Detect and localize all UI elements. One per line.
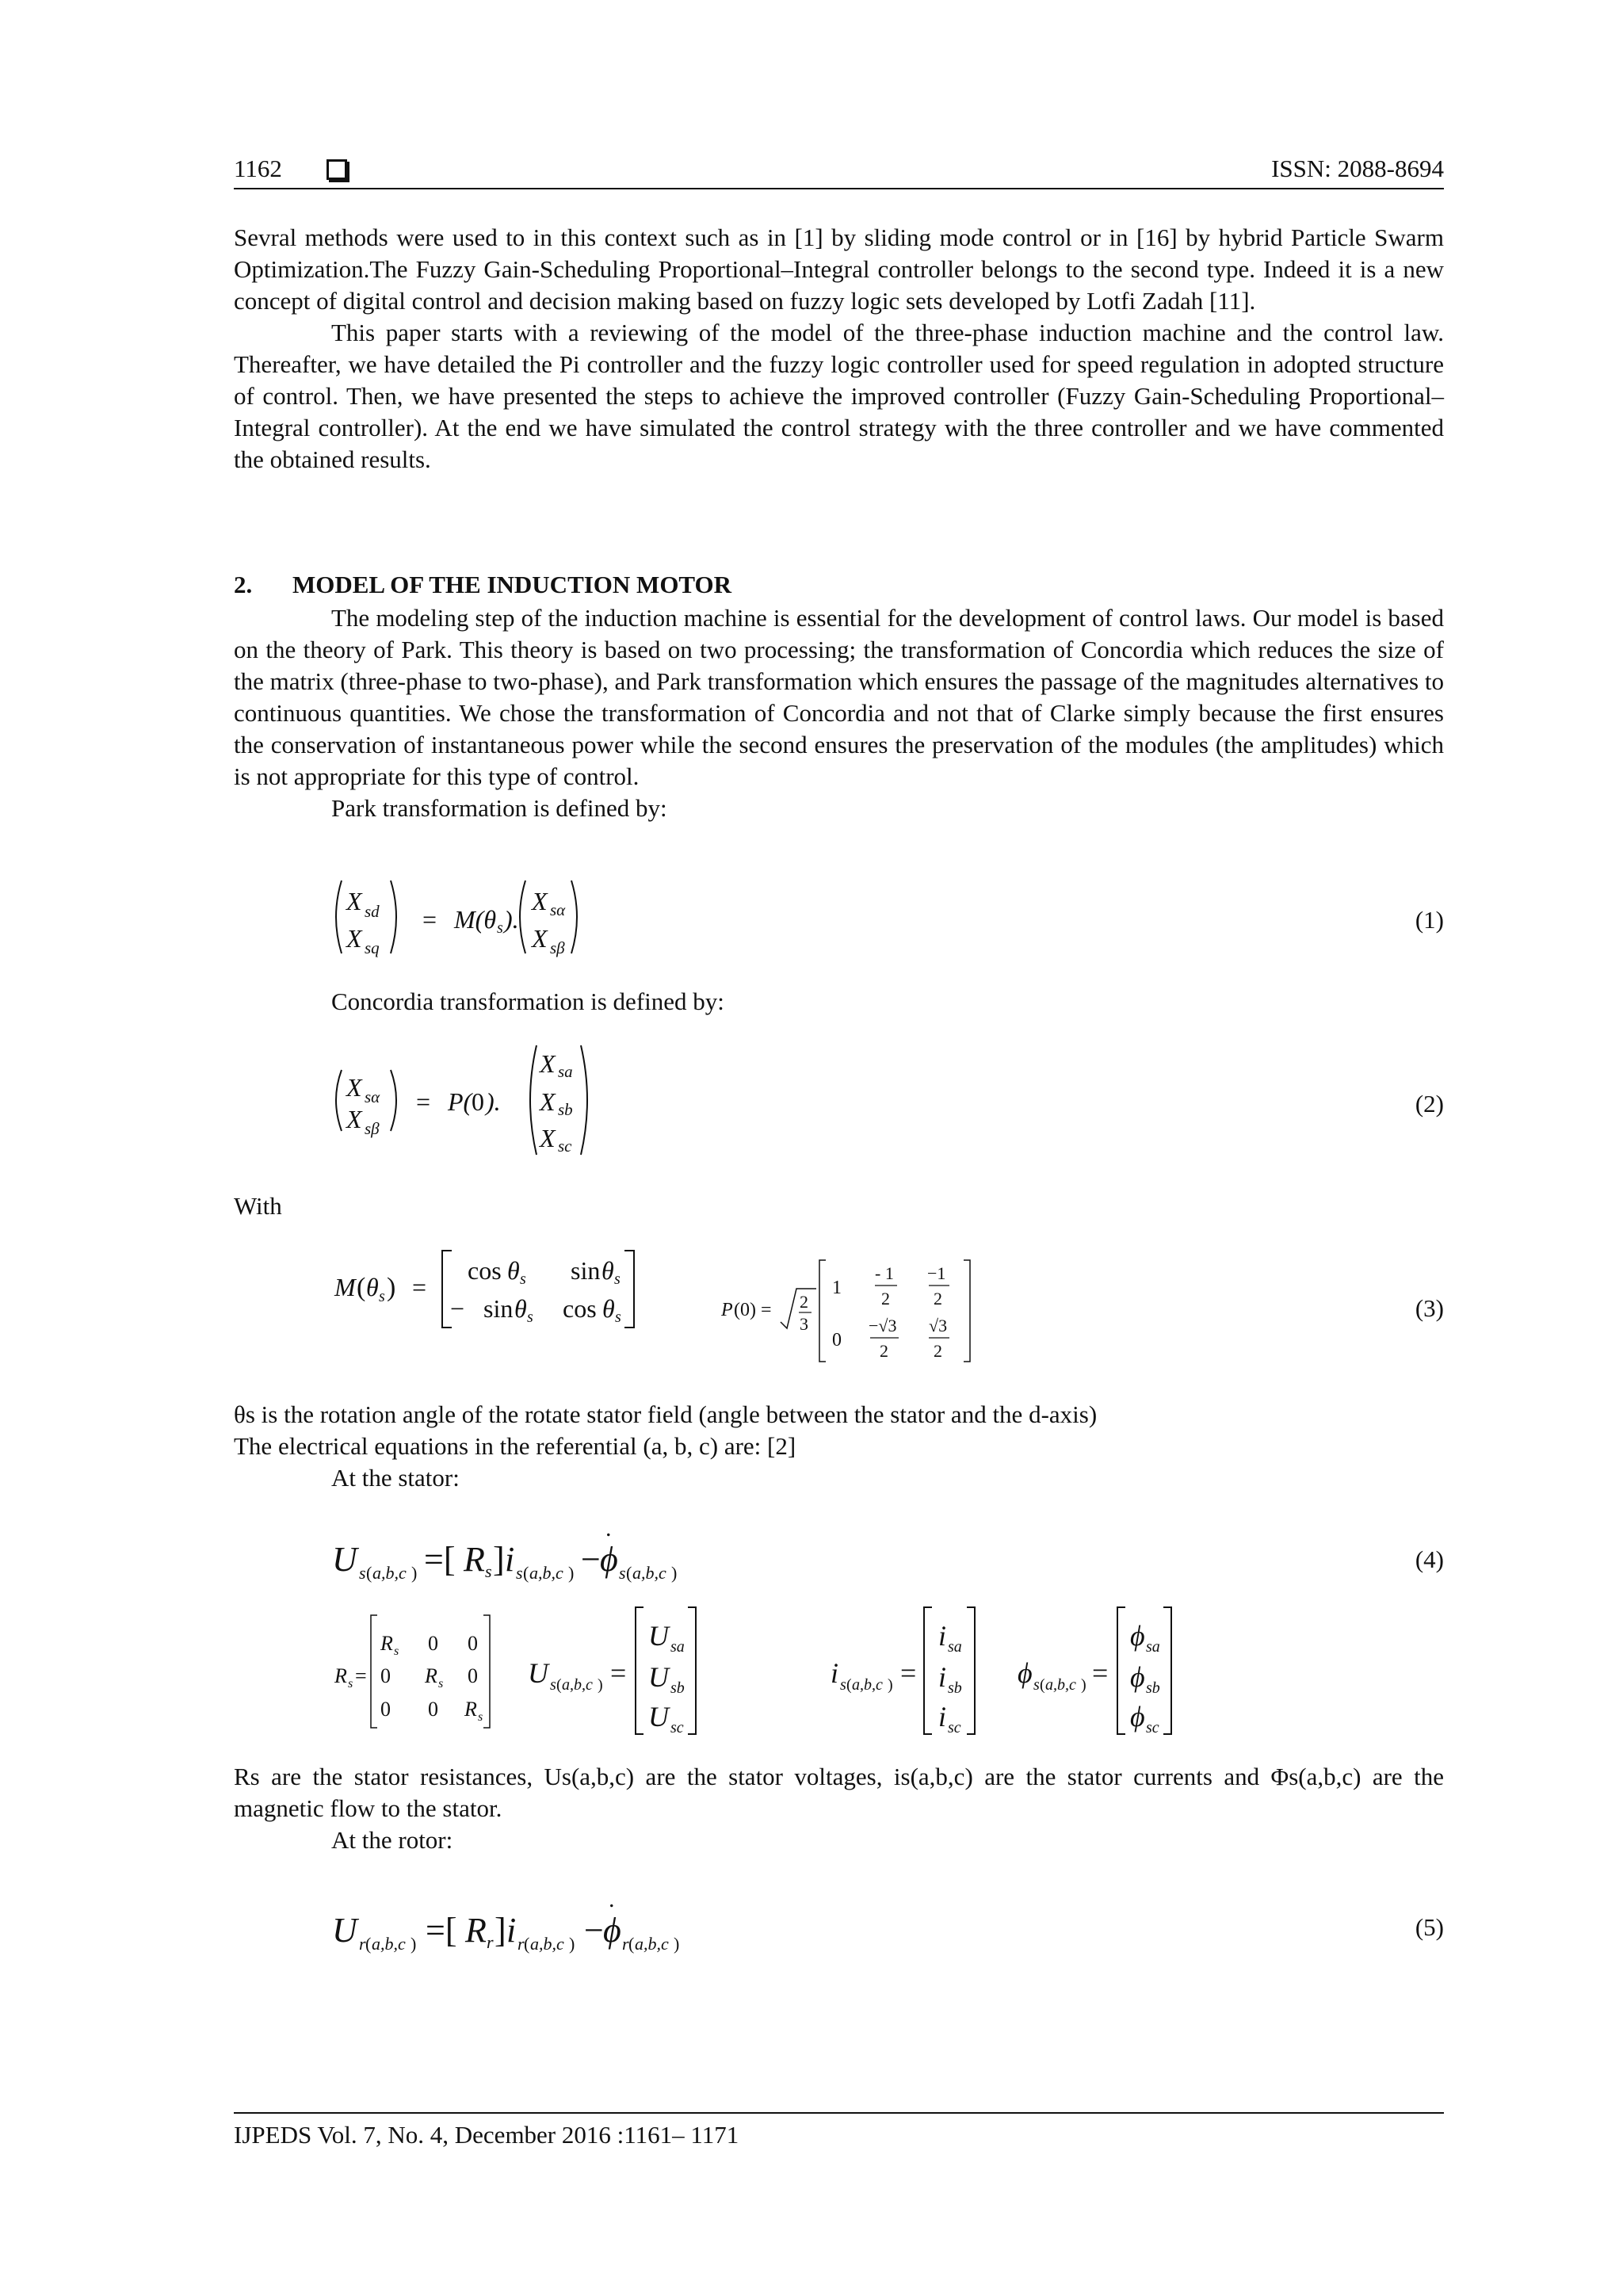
svg-text:sb: sb (948, 1679, 962, 1697)
svg-text:(: ( (556, 1676, 562, 1694)
svg-text:a,b,c: a,b,c (530, 1934, 564, 1954)
svg-text:sα: sα (365, 1087, 380, 1106)
intro-text (234, 222, 1444, 476)
svg-text:s: s (379, 1288, 385, 1305)
svg-text:ϕ: ϕ (1130, 1701, 1145, 1733)
equation-2 (329, 1042, 614, 1161)
footer-rule (234, 2112, 1444, 2114)
svg-text:r: r (517, 1934, 525, 1954)
svg-text:R: R (334, 1664, 347, 1687)
equation-number-4: (4) (1415, 1545, 1444, 1573)
svg-text:).: ). (504, 905, 519, 934)
intro-paragraph-2: This paper starts with a reviewing of the model of the three-phase induction machine and the control law. Thereafter, we have detailed the Pi controller and the fuzzy logic controller used for speed regulation in adopted structure of control. Then, we have presented the steps to achieve the improved controller (Fuzzy Gain-Scheduling Proportional–Integral controller). At the end we have simulated the control strategy with the three controller and we have commented the obtained results. (234, 319, 1444, 473)
svg-text:(: ( (523, 1563, 529, 1583)
svg-text:θ: θ (601, 1256, 614, 1285)
with-label: With (234, 1192, 282, 1220)
svg-text:sc: sc (558, 1137, 572, 1156)
svg-text:X: X (540, 1087, 556, 1116)
svg-text:ϕ: ϕ (603, 1911, 621, 1950)
equation-number-1: (1) (1415, 906, 1444, 934)
svg-text:a,b,c: a,b,c (632, 1563, 666, 1583)
svg-text:i: i (506, 1911, 517, 1950)
svg-text:s: s (614, 1270, 621, 1288)
svg-text:sa: sa (670, 1638, 685, 1656)
svg-text:s: s (840, 1676, 846, 1694)
svg-text:2: 2 (880, 1341, 888, 1361)
svg-text:(: ( (626, 1563, 632, 1583)
svg-text:(: ( (524, 1934, 530, 1954)
svg-text:θ: θ (366, 1273, 379, 1301)
svg-text:s: s (438, 1677, 444, 1690)
svg-text:s: s (348, 1677, 353, 1690)
svg-text:i: i (938, 1661, 947, 1693)
park-intro: Park transformation is defined by: (331, 794, 667, 822)
svg-text:=[: =[ (426, 1911, 457, 1950)
svg-text:M(θ: M(θ (454, 905, 497, 934)
svg-text:X: X (346, 1105, 362, 1133)
svg-text:0: 0 (468, 1664, 478, 1687)
svg-text:U: U (332, 1911, 357, 1950)
svg-text:a,b,c: a,b,c (372, 1563, 407, 1583)
svg-text:P: P (721, 1300, 733, 1320)
svg-text:.: . (605, 1515, 612, 1541)
svg-text:0: 0 (832, 1330, 842, 1350)
svg-text:2: 2 (881, 1289, 890, 1308)
electrical-text (234, 1399, 1444, 1494)
svg-text:1: 1 (832, 1278, 842, 1298)
svg-text:=: = (355, 1664, 367, 1687)
svg-text:sα: sα (550, 900, 566, 919)
svg-text:s: s (520, 1270, 526, 1288)
equation-number-2: (2) (1415, 1090, 1444, 1117)
svg-text:R: R (380, 1632, 393, 1655)
at-rotor-label: At the rotor: (331, 1826, 453, 1854)
svg-text:sa: sa (948, 1638, 962, 1656)
svg-text:(0): (0) (734, 1300, 756, 1320)
svg-text:=: = (1092, 1657, 1109, 1689)
svg-text:=: = (761, 1300, 772, 1320)
svg-text:sb: sb (1146, 1679, 1160, 1697)
section-number: 2. (234, 571, 253, 598)
svg-text:X: X (532, 924, 548, 953)
svg-text:(: ( (366, 1563, 372, 1583)
svg-text:2: 2 (934, 1289, 942, 1308)
svg-text:−1: −1 (927, 1263, 946, 1283)
stator-description: Rs are the stator resistances, Us(a,b,c) are the stator voltages, is(a,b,c) are the stator currents and Φs(a,b,c) are the magnetic flow to the stator. (234, 1763, 1444, 1822)
svg-text:U: U (648, 1620, 669, 1652)
svg-text:): ) (888, 1676, 893, 1694)
svg-text:U: U (528, 1657, 548, 1689)
svg-text:i: i (831, 1657, 839, 1689)
equation-4 (329, 1515, 741, 1589)
svg-text:ϕ: ϕ (1130, 1620, 1145, 1652)
checkbox-square-icon (327, 159, 347, 180)
svg-text:a,b,c: a,b,c (852, 1676, 883, 1694)
svg-text:sβ: sβ (550, 938, 565, 957)
section-2-text (234, 602, 1444, 824)
footer-citation: IJPEDS Vol. 7, No. 4, December 2016 :1161– 1171 (234, 2121, 739, 2149)
section-title: MODEL OF THE INDUCTION MOTOR (292, 571, 732, 598)
svg-text:r: r (359, 1934, 366, 1954)
svg-text:sin: sin (483, 1294, 514, 1323)
svg-text:(: ( (1040, 1676, 1045, 1694)
svg-text:.: . (609, 1886, 615, 1912)
svg-text:0: 0 (428, 1698, 438, 1721)
svg-text:): ) (598, 1676, 603, 1694)
svg-text:(: ( (357, 1273, 366, 1302)
svg-text:R: R (464, 1698, 477, 1721)
svg-text:(: ( (846, 1676, 852, 1694)
svg-text:sa: sa (558, 1062, 573, 1081)
header-rule (234, 188, 1444, 189)
svg-text:- 1: - 1 (875, 1263, 894, 1283)
svg-text:sb: sb (558, 1100, 573, 1119)
svg-text:a,b,c: a,b,c (529, 1563, 563, 1583)
svg-text:): ) (411, 1563, 418, 1583)
svg-text:i: i (938, 1620, 947, 1652)
svg-text:s: s (619, 1563, 626, 1583)
theta-description: θs is the rotation angle of the rotate stator field (angle between the stator and the d-axis) (234, 1400, 1098, 1428)
svg-text:s: s (497, 919, 503, 937)
section-paragraph: The modeling step of the induction machine is essential for the development of control laws. Our model is based on the theory of Park. This theory is based on two processing; the transformation of Concordia which reduces the size of the matrix (three-phase to two-phase), and Park transformation which ensures the passage of the magnitudes alternatives to continuous quantities. We chose the transformation of Concordia and not that of Clarke simply because the first ensures the conservation of instantaneous power while the second ensures the preservation of the modules (the amplitudes) which is not appropriate for this type of control. (234, 604, 1444, 790)
svg-text:θ: θ (507, 1256, 520, 1285)
svg-text:=[: =[ (424, 1540, 456, 1579)
svg-text:a,b,c: a,b,c (635, 1934, 669, 1954)
intro-paragraph-1: Sevral methods were used to in this context such as in [1] by sliding mode control or in [16] by hybrid Particle Swarm Optimization.The Fuzzy Gain-Scheduling Proportional–Integral controller belongs to the second type. Indeed it is a new concept of digital control and decision making based on fuzzy logic sets developed by Lotfi Zadah [11]. (234, 223, 1444, 315)
svg-text:=: = (900, 1657, 917, 1689)
svg-text:): ) (568, 1563, 575, 1583)
svg-text:): ) (411, 1934, 417, 1954)
svg-text:2: 2 (934, 1341, 942, 1361)
svg-text:0: 0 (380, 1664, 391, 1687)
svg-text:3: 3 (800, 1314, 808, 1334)
svg-text:): ) (671, 1563, 678, 1583)
section-heading (234, 571, 731, 599)
svg-text:ϕ: ϕ (600, 1540, 618, 1579)
svg-text:s: s (550, 1676, 556, 1694)
electrical-intro: The electrical equations in the referential (a, b, c) are: [2] (234, 1432, 796, 1460)
svg-text:X: X (532, 887, 548, 915)
svg-text:θ: θ (602, 1294, 615, 1323)
svg-text:=: = (610, 1657, 627, 1689)
svg-text:s: s (615, 1308, 621, 1326)
at-stator-label: At the stator: (331, 1464, 460, 1492)
svg-text:0: 0 (428, 1632, 438, 1655)
svg-text:a,b,c: a,b,c (562, 1676, 593, 1694)
svg-text:θ: θ (514, 1294, 527, 1323)
svg-text:i: i (938, 1701, 947, 1733)
svg-text:s: s (359, 1563, 366, 1583)
svg-text:0: 0 (472, 1087, 484, 1116)
equation-4-matrices (333, 1601, 1205, 1744)
svg-text:M: M (334, 1273, 356, 1301)
svg-text:r: r (487, 1932, 494, 1952)
svg-text:X: X (346, 887, 362, 915)
svg-text:).: ). (486, 1087, 501, 1116)
equation-3 (333, 1244, 991, 1371)
svg-text:0: 0 (380, 1698, 391, 1721)
svg-text:): ) (569, 1934, 575, 1954)
svg-text:sd: sd (365, 902, 380, 921)
svg-text:]: ] (493, 1540, 505, 1579)
svg-text:(: ( (365, 1934, 372, 1954)
svg-text:U: U (648, 1661, 669, 1693)
svg-text:P(: P( (448, 1087, 472, 1116)
svg-text:−: − (581, 1540, 601, 1579)
svg-text:X: X (346, 1073, 362, 1102)
svg-text:s: s (527, 1308, 533, 1326)
svg-text:ϕ: ϕ (1018, 1657, 1033, 1689)
svg-text:U: U (648, 1701, 669, 1733)
stator-description-text (234, 1761, 1444, 1856)
svg-text:s: s (485, 1561, 492, 1581)
svg-text:cos: cos (563, 1294, 597, 1323)
svg-text:−√3: −√3 (869, 1316, 897, 1335)
svg-text:R: R (464, 1540, 485, 1579)
svg-text:(: ( (628, 1934, 635, 1954)
equation-number-5: (5) (1415, 1913, 1444, 1941)
svg-text:a,b,c: a,b,c (1045, 1676, 1076, 1694)
svg-text:X: X (540, 1049, 556, 1078)
svg-text:r: r (622, 1934, 629, 1954)
svg-text:−: − (450, 1294, 465, 1323)
svg-text:sc: sc (948, 1719, 961, 1736)
svg-text:sq: sq (365, 938, 380, 957)
svg-text:sβ: sβ (365, 1119, 380, 1138)
svg-text:s: s (516, 1563, 523, 1583)
svg-text:√3: √3 (929, 1316, 948, 1335)
svg-text:=: = (416, 1087, 431, 1116)
equation-5 (329, 1886, 773, 1960)
svg-text:R: R (425, 1664, 437, 1687)
svg-text:U: U (332, 1540, 357, 1579)
svg-text:a,b,c: a,b,c (372, 1934, 406, 1954)
svg-text:=: = (422, 905, 437, 934)
svg-text:s: s (478, 1710, 483, 1724)
equation-number-3: (3) (1415, 1294, 1444, 1322)
svg-text:sc: sc (1146, 1719, 1159, 1736)
svg-text:s: s (394, 1645, 399, 1658)
svg-text:sin: sin (571, 1256, 601, 1285)
svg-text:): ) (1081, 1676, 1086, 1694)
svg-text:2: 2 (800, 1292, 808, 1312)
svg-text:R: R (465, 1911, 487, 1950)
svg-text:): ) (674, 1934, 680, 1954)
svg-text:X: X (346, 924, 362, 953)
svg-text:=: = (412, 1273, 427, 1301)
issn: ISSN: 2088-8694 (1271, 155, 1444, 182)
svg-text:sb: sb (670, 1679, 685, 1697)
svg-text:cos: cos (468, 1256, 502, 1285)
svg-text:]: ] (495, 1911, 506, 1950)
equation-1 (329, 876, 614, 959)
svg-text:X: X (540, 1124, 556, 1152)
svg-text:i: i (505, 1540, 515, 1579)
svg-text:ϕ: ϕ (1130, 1661, 1145, 1693)
svg-text:): ) (387, 1273, 396, 1302)
concordia-intro: Concordia transformation is defined by: (331, 988, 724, 1015)
svg-text:0: 0 (468, 1632, 478, 1655)
svg-text:sc: sc (670, 1719, 684, 1736)
page-number: 1162 (234, 155, 282, 182)
svg-text:−: − (584, 1911, 604, 1950)
svg-text:sa: sa (1146, 1638, 1160, 1656)
svg-text:s: s (1033, 1676, 1040, 1694)
